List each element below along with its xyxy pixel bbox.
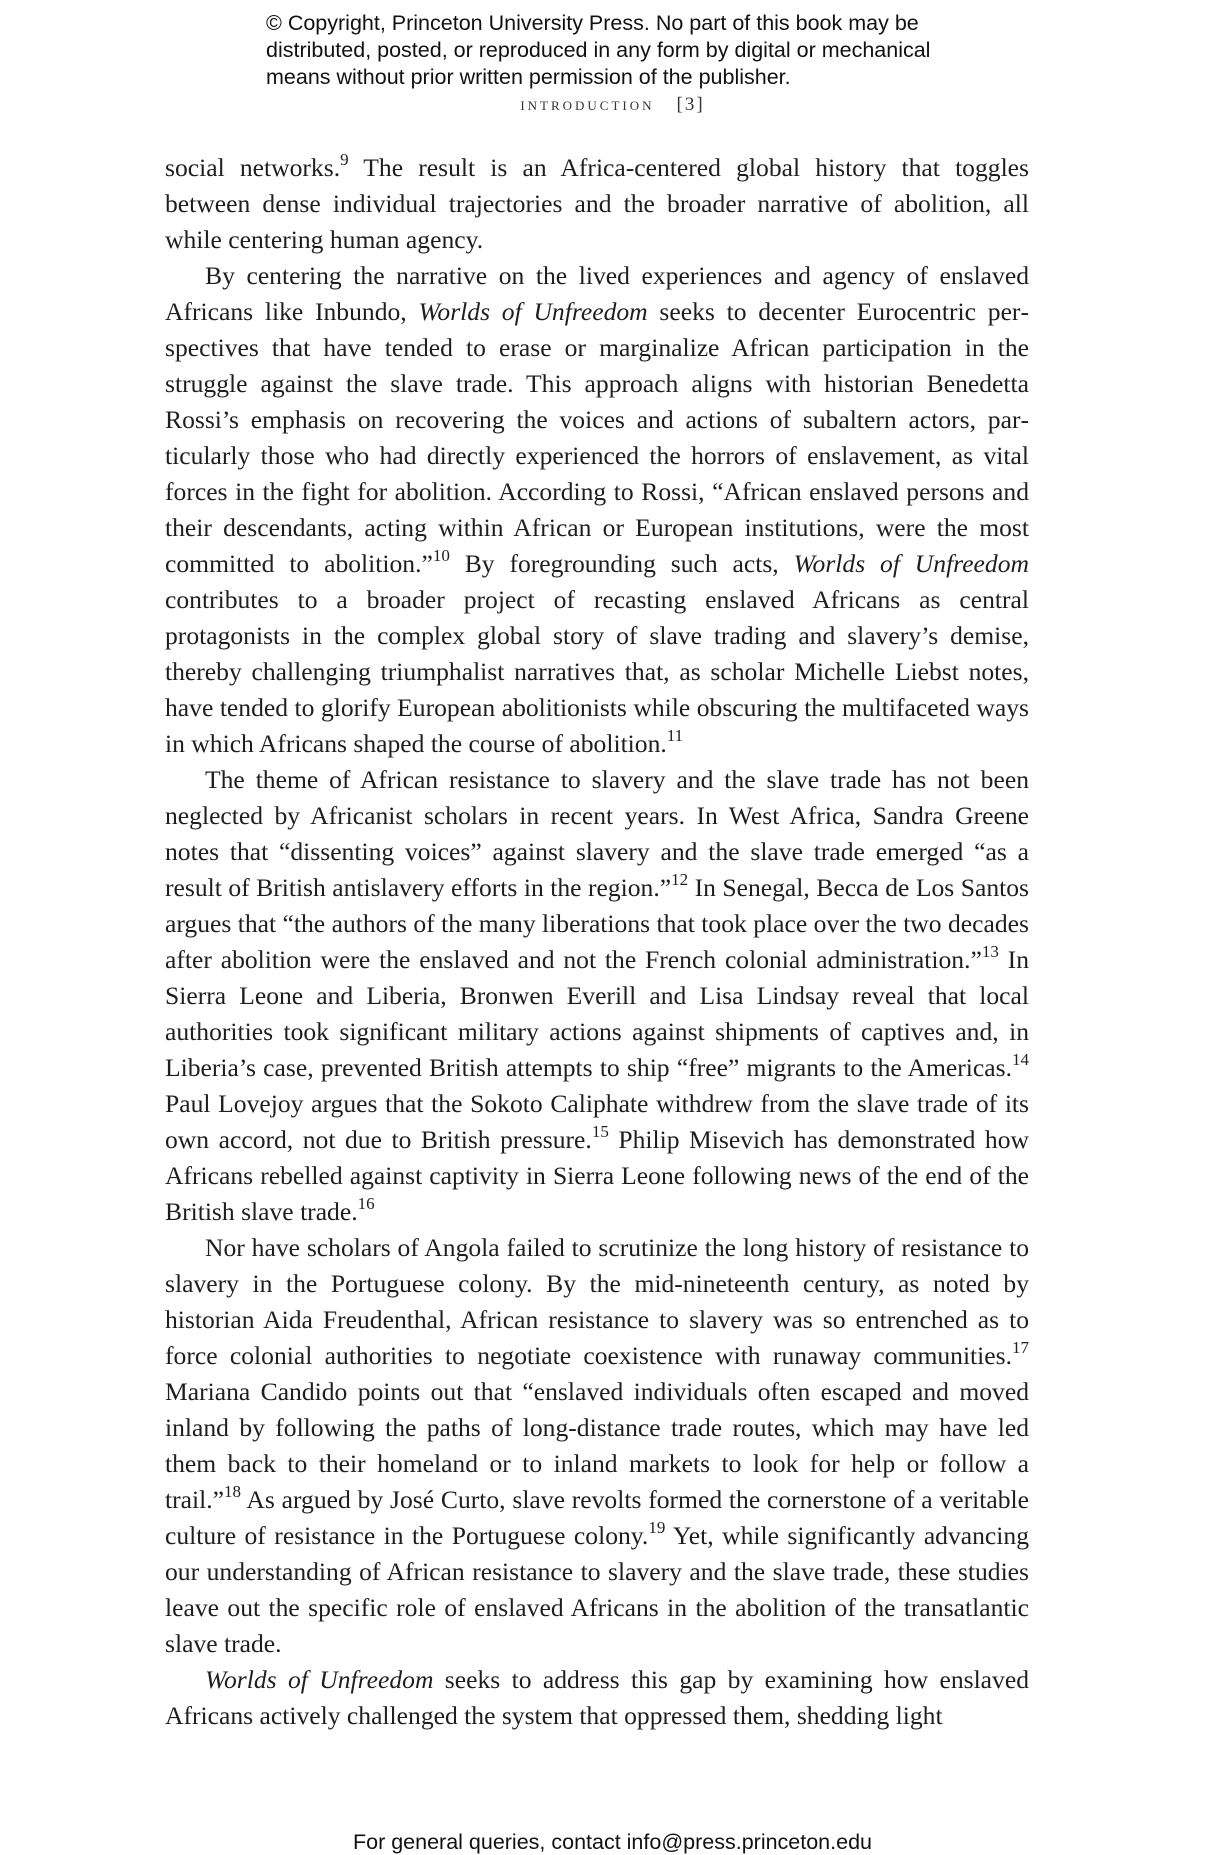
running-head-title: introduction	[520, 94, 655, 115]
text-run: Philip Misevich has demonstrated how Africans rebelled against captivity in Sierra Leone following news of the end of the British slave trade.	[165, 1125, 1029, 1226]
text-run: As argued by José Curto, slave revolts formed the cornerstone of a veritable culture of resistance in the Portuguese colony.	[165, 1485, 1029, 1550]
footnote-ref: 12	[671, 870, 689, 890]
footer-contact: For general queries, contact info@press.princeton.edu	[352, 1830, 872, 1854]
paragraph	[165, 1230, 1029, 1662]
text-run: seeks to address this gap by examining how enslaved Africans actively challenged the system that oppressed them, shedding light	[165, 1665, 1029, 1730]
footnote-ref: 14	[1012, 1050, 1029, 1070]
text-run: Paul Lovejoy argues that the Sokoto Caliphate withdrew from the slave trade of its own accord, not due to British pressure.	[165, 1089, 1029, 1154]
paragraph	[165, 258, 1029, 762]
paragraph	[165, 1662, 1029, 1734]
book-title: Worlds of Unfreedom	[205, 1665, 434, 1694]
page-number: [3]	[676, 94, 705, 115]
text-run: Mariana Candido points out that “enslaved individuals often escaped and moved inland by following the paths of long-distance trade routes, which may have led them back to their homeland or to inland markets to look for help or follow a trail.”	[165, 1377, 1029, 1514]
footnote-ref: 18	[223, 1482, 241, 1502]
text-run: social networks.	[165, 153, 341, 182]
copyright-notice	[266, 10, 1026, 91]
text-run: Nor have scholars of Angola failed to scrutinize the long history of resistance to slavery in the Portuguese colony. By the mid-nineteenth century, as noted by historian Aida Freudenthal, African resistance to slavery was so entrenched as to force colonial authorities to negotiate coexistence with runaway communities.	[165, 1233, 1029, 1370]
footnote-ref: 9	[340, 150, 349, 170]
text-run: The result is an Africa-centered global history that toggles between dense individual trajectories and the broader narrative of abolition, all while centering human agency.	[165, 153, 1029, 254]
book-title: Worlds of Unfreedom	[793, 549, 1029, 578]
footnote-ref: 16	[357, 1194, 375, 1214]
text-run: The theme of African resistance to slavery and the slave trade has not been neglected by Africanist scholars in recent years. In West Africa, Sandra Greene notes that “dissenting voices” against slavery and the slave trade emerged “as a result of British antislavery efforts in the region.”	[165, 765, 1029, 902]
body-text	[165, 150, 1029, 1734]
text-run: Yet, while significantly advancing our understanding of African resistance to slavery and the slave trade, these studies leave out the specific role of enslaved Africans in the abolition of the transatlantic slave trade.	[165, 1521, 1029, 1658]
copyright-line: distributed, posted, or reproduced in any form by digital or mechanical	[266, 38, 931, 62]
copyright-line: © Copyright, Princeton University Press. No part of this book may be	[266, 11, 919, 35]
text-run: seeks to decenter Eurocentric perspectives that have tended to erase or marginalize African participation in the struggle against the slave trade. This approach aligns with historian Benedetta Rossi’s emphasis on recovering the voices and actions of subaltern actors, particularly those who had directly experienced the horrors of enslavement, as vital forces in the fight for abolition. According to Rossi, “African enslaved persons and their descendants, acting within African or European institutions, were the most committed to abolition.”	[165, 297, 1029, 578]
paragraph	[165, 762, 1029, 1230]
running-head	[0, 94, 1225, 116]
text-run: By foregrounding such acts,	[449, 549, 794, 578]
paragraph	[165, 150, 1029, 258]
text-run: By centering the narrative on the lived experiences and agency of enslaved Africans like Inbundo,	[165, 261, 1029, 326]
book-title: Worlds of Unfreedom	[418, 297, 648, 326]
footnote-ref: 13	[981, 942, 999, 962]
text-run: In Sierra Leone and Liberia, Bronwen Everill and Lisa Lindsay reveal that local authorities took significant military actions against shipments of captives and, in Liberia’s case, prevented British attempts to ship “free” migrants to the Americas.	[165, 945, 1030, 1082]
copyright-line: means without prior written permission of the publisher.	[266, 65, 791, 89]
footnote-ref: 10	[432, 546, 450, 566]
text-run: In Senegal, Becca de Los Santos argues that “the authors of the many liberations that took place over the two decades after abolition were the enslaved and not the French colonial administration.”	[165, 873, 1029, 974]
text-run: contributes to a broader project of recasting enslaved Africans as central protagonists in the complex global story of slave trading and slavery’s demise, thereby challenging triumphalist narratives that, as scholar Michelle Liebst notes, have tended to glorify European abolitionists while obscuring the multifaceted ways in which Africans shaped the course of abolition.	[165, 585, 1029, 758]
footnote-ref: 17	[1012, 1338, 1029, 1358]
footnote-ref: 19	[648, 1518, 666, 1538]
footnote-ref: 15	[591, 1122, 609, 1142]
footnote-ref: 11	[666, 726, 684, 746]
